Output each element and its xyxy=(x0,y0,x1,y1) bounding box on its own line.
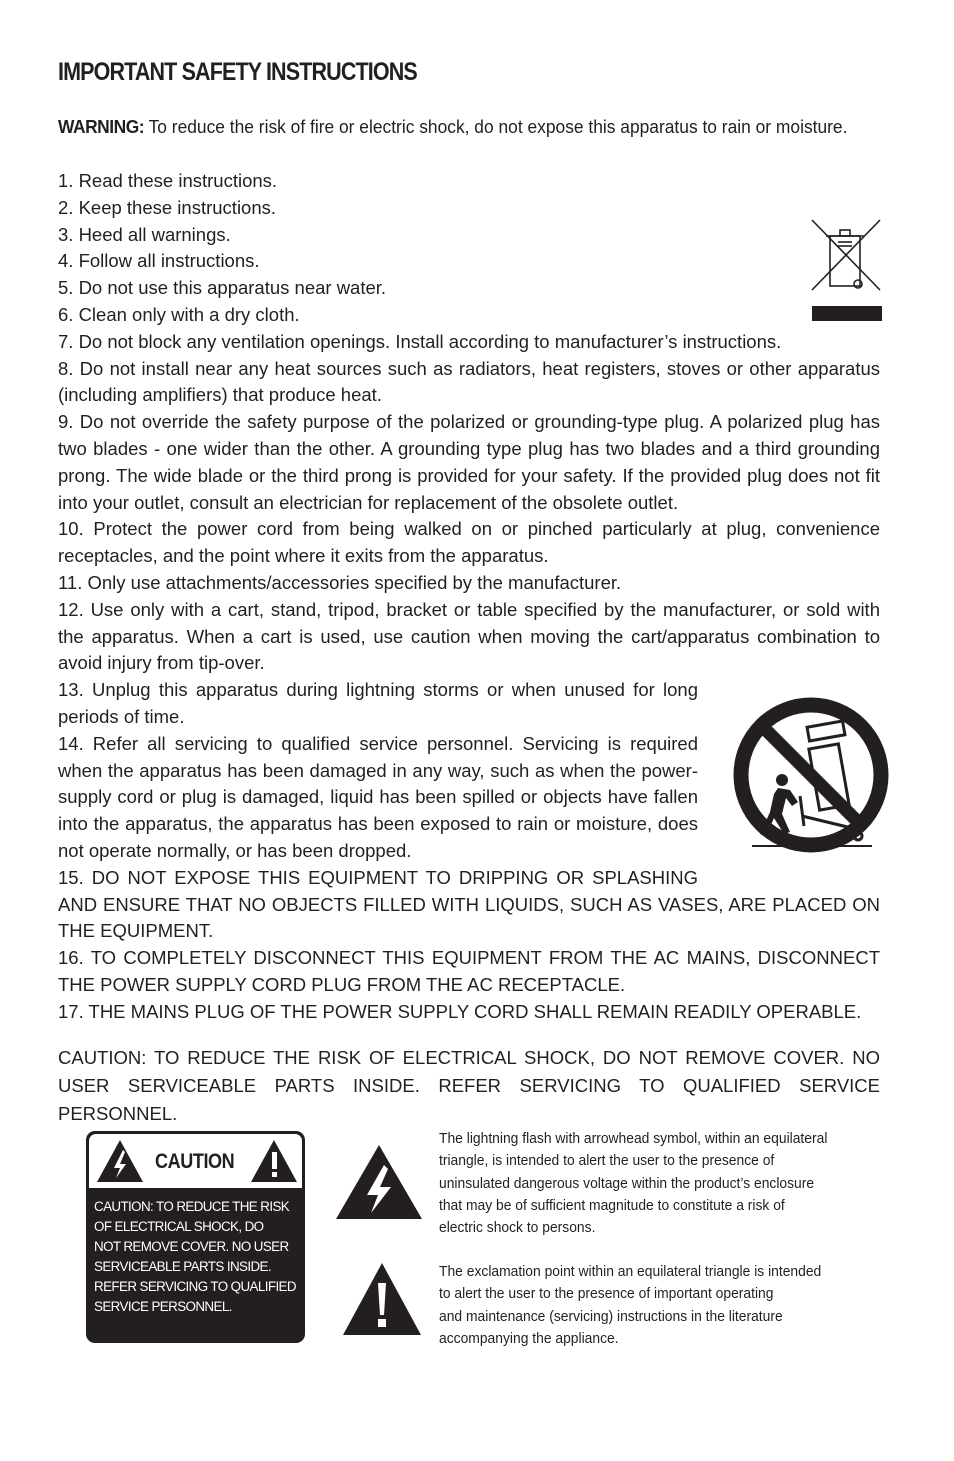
instruction-item: 2. Keep these instructions. xyxy=(58,196,277,218)
warning-label: WARNING: xyxy=(58,116,145,137)
instruction-item: 4. Follow all instructions. xyxy=(58,250,260,272)
instruction-item: 8. Do not install near any heat sources such as radiators, heat registers, stoves or other apparatus (including amplifiers) that produce heat. xyxy=(58,357,880,406)
exclamation-triangle-icon xyxy=(249,1138,299,1184)
caution-label-box xyxy=(86,1131,305,1343)
exclamation-symbol-description xyxy=(439,1261,857,1350)
instruction-item: 11. Only use attachments/accessories specified by the manufacturer. xyxy=(58,571,622,593)
caution-box-line: SERVICEABLE PARTS INSIDE. xyxy=(94,1259,271,1274)
caution-box-text xyxy=(94,1197,314,1317)
instruction-item: 1. Read these instructions. xyxy=(58,170,278,191)
warning-statement xyxy=(58,116,848,138)
crossed-out-wheelie-bin-icon xyxy=(810,218,882,322)
instruction-item: 6. Clean only with a dry cloth. xyxy=(58,303,300,325)
caution-box-line: OF ELECTRICAL SHOCK, DO xyxy=(94,1219,264,1234)
lightning-triangle-icon xyxy=(95,1138,145,1184)
caution-box-line: REFER SERVICING TO QUALIFIED xyxy=(94,1279,296,1294)
description-line: to alert the user to the presence of important operating xyxy=(439,1286,774,1303)
lightning-symbol-description xyxy=(439,1128,857,1239)
description-line: that may be of sufficient magnitude to constitute a risk of xyxy=(439,1197,785,1214)
warning-text: To reduce the risk of fire or electric shock, do not expose this apparatus to rain or moisture. xyxy=(144,116,848,137)
instruction-item: 14. Refer all servicing to qualified service personnel. Servicing is required when the apparatus has been damaged in any way, such as when the power-supply cord or plug is damaged, liquid has been spilled or objects have fallen into the apparatus, the apparatus has been exposed to rain or moisture, does not operate normally, or has been dropped. xyxy=(58,732,698,861)
instruction-item: 15. DO NOT EXPOSE THIS EQUIPMENT TO DRIPPING OR SPLASHING xyxy=(58,866,698,888)
instruction-item: 12. Use only with a cart, stand, tripod, bracket or table specified by the manufacturer, or sold with the apparatus. When a cart is used, use caution when moving the cart/apparatus combination to avoid injury from tip-over. xyxy=(58,598,880,674)
instruction-list xyxy=(58,168,880,1026)
caution-statement: CAUTION: TO REDUCE THE RISK OF ELECTRICAL SHOCK, DO NOT REMOVE COVER. NO USER SERVICEABLE PARTS INSIDE. REFER SERVICING TO QUALIFIED SERVICE PERSONNEL. xyxy=(58,1047,880,1124)
description-line: The lightning flash with arrowhead symbol, within an equilateral xyxy=(439,1131,828,1147)
caution-header xyxy=(89,1134,302,1188)
description-line: The exclamation point within an equilateral triangle is intended xyxy=(439,1264,822,1280)
description-line: and maintenance (servicing) instructions in the literature xyxy=(439,1308,783,1325)
description-line: electric shock to persons. xyxy=(439,1220,596,1237)
caution-title: CAUTION xyxy=(155,1150,235,1173)
instruction-item: 10. Protect the power cord from being walked on or pinched particularly at plug, convenience receptacles, and the point where it exits from the apparatus. xyxy=(58,518,880,567)
description-line: accompanying the appliance. xyxy=(439,1330,619,1347)
exclamation-triangle-icon xyxy=(341,1261,423,1337)
instruction-item: 3. Heed all warnings. xyxy=(58,223,231,245)
caution-box-line: SERVICE PERSONNEL. xyxy=(94,1299,232,1314)
instruction-item: 17. THE MAINS PLUG OF THE POWER SUPPLY CORD SHALL REMAIN READILY OPERABLE. xyxy=(58,1000,862,1022)
description-line: uninsulated dangerous voltage within the product’s enclosure xyxy=(439,1175,815,1192)
instruction-item: 13. Unplug this apparatus during lightning storms or when unused for long periods of time. xyxy=(58,679,698,727)
instruction-item: 16. TO COMPLETELY DISCONNECT THIS EQUIPMENT FROM THE AC MAINS, DISCONNECT THE POWER SUPPLY CORD PLUG FROM THE AC RECEPTACLE. xyxy=(58,947,880,995)
instruction-item: 7. Do not block any ventilation openings. Install according to manufacturer’s instructions. xyxy=(58,330,782,352)
caution-box-line: NOT REMOVE COVER. NO USER xyxy=(94,1239,289,1254)
page-title: IMPORTANT SAFETY INSTRUCTIONS xyxy=(58,58,417,86)
instruction-item: 9. Do not override the safety purpose of the polarized or grounding-type plug. A polarized plug has two blades - one wider than the other. A grounding type plug has two blades and a third grounding prong. The wide blade or the third prong is provided for your safety. If the provided plug does not fit into your outlet, consult an electrician for replacement of the obsolete outlet. xyxy=(58,411,880,513)
cart-tip-over-warning-icon xyxy=(732,696,890,854)
caution-box-line: CAUTION: TO REDUCE THE RISK xyxy=(94,1199,290,1214)
instruction-item: 5. Do not use this apparatus near water. xyxy=(58,277,387,299)
description-line: triangle, is intended to alert the user to the presence of xyxy=(439,1153,775,1170)
instruction-item: AND ENSURE THAT NO OBJECTS FILLED WITH LIQUIDS, SUCH AS VASES, ARE PLACED ON THE EQUIPMENT. xyxy=(58,893,880,942)
lightning-triangle-icon xyxy=(334,1143,424,1221)
